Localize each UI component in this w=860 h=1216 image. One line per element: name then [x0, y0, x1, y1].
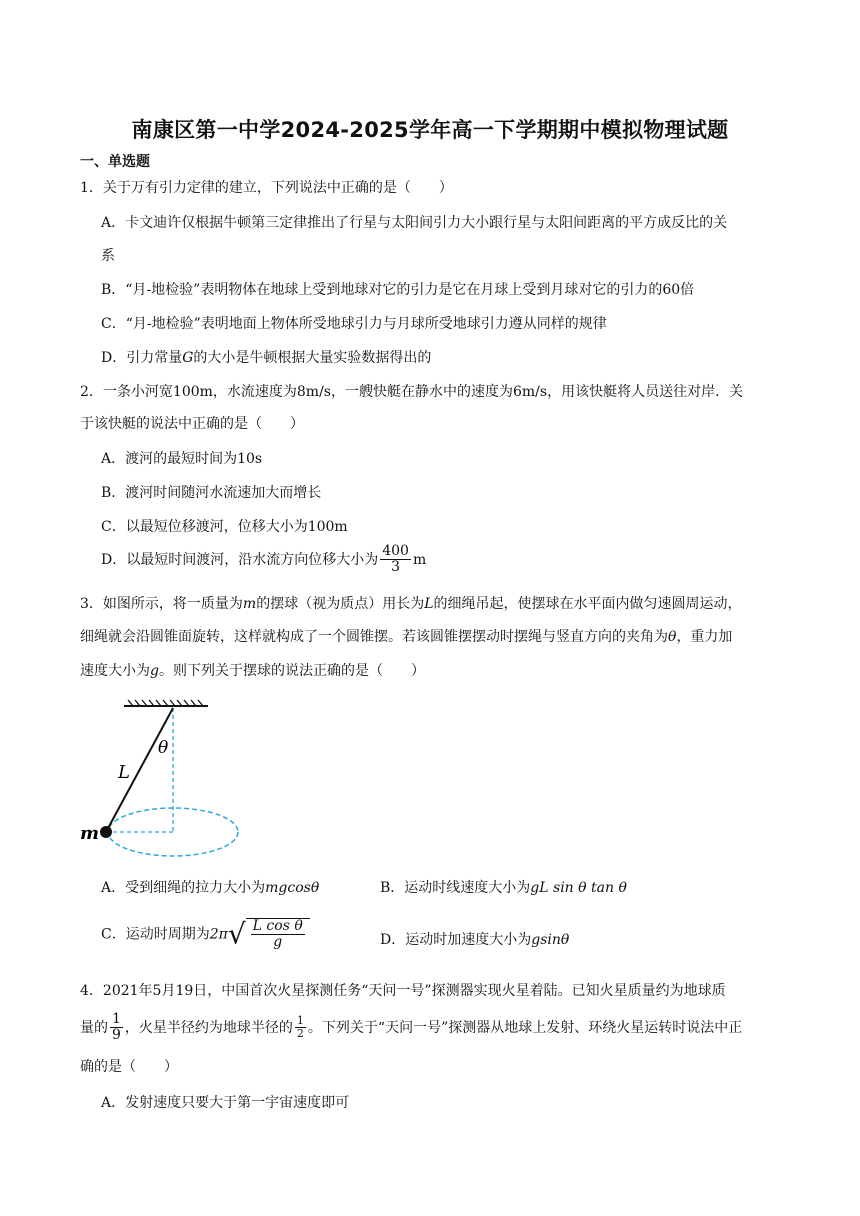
- fraction-400-3: $\frac{400}{3}$: [382, 543, 409, 576]
- fraction-1-2: $\frac{1}{2}$: [296, 1014, 304, 1041]
- question-1-option-a-line1: A．卡文迪许仅根据牛顿第三定律推出了行星与太阳间引力大小跟行星与太阳间距离的平方成反比的关: [101, 215, 728, 231]
- question-1-option-b: B．“月-地检验”表明物体在地球上受到地球对它的引力是它在月球上受到月球对它的引力的60倍: [101, 282, 695, 298]
- string-line: [106, 708, 173, 832]
- label-m: m: [80, 823, 100, 844]
- question-3-option-d: D．运动时加速度大小为gsinθ: [380, 932, 570, 948]
- question-2-option-c: C．以最短位移渡河，位移大小为100m: [101, 519, 348, 535]
- conical-pendulum-figure: [78, 698, 248, 868]
- question-3-stem-line1: 3．如图所示，将一质量为m的摆球（视为质点）用长为L的细绳吊起，使摆球在水平面内做匀速圆周运动，: [80, 596, 742, 612]
- question-2-option-d: D．以最短时间渡河，沿水流方向位移大小为 $\frac{400}{3}$ m: [101, 543, 427, 576]
- question-1-stem: 1．关于万有引力定律的建立，下列说法中正确的是（ ）: [80, 180, 453, 196]
- question-1-option-d: D．引力常量G的大小是牛顿根据大量实验数据得出的: [101, 350, 432, 366]
- question-2-stem-line1: 2．一条小河宽100m，水流速度为8m/s，一艘快艇在静水中的速度为6m/s，用该快艇将人员送往对岸．关: [80, 384, 744, 400]
- question-2-stem-line2: 于该快艇的说法中正确的是（ ）: [80, 416, 304, 432]
- question-2-option-a: A．渡河的最短时间为10s: [101, 451, 263, 467]
- question-3-option-b: B．运动时线速度大小为gL sin θ tan θ: [380, 880, 627, 896]
- question-4-option-a: A．发射速度只要大于第一宇宙速度即可: [101, 1095, 350, 1111]
- question-2-option-b: B．渡河时间随河水流速加大而增长: [101, 485, 322, 501]
- question-1-option-a-line2: 系: [101, 248, 115, 264]
- question-3-stem-line3: 速度大小为g。则下列关于摆球的说法正确的是（ ）: [80, 663, 425, 679]
- label-theta: θ: [158, 738, 169, 758]
- fraction-1-9: $\frac{1}{9}$: [112, 1011, 121, 1044]
- question-4-stem-line1: 4．2021年5月19日，中国首次火星探测任务“天问一号”探测器实现火星着陆。已知火星质量约为地球质: [80, 983, 726, 999]
- question-1-option-c: C．“月-地检验”表明地面上物体所受地球引力与月球所受地球引力遵从同样的规律: [101, 316, 607, 332]
- question-3-stem-line2: 细绳就会沿圆锥面旋转，这样就构成了一个圆锥摆。若该圆锥摆摆动时摆绳与竖直方向的夹角为θ，重力加: [80, 629, 733, 645]
- sqrt-expression: √ $\frac{\text{L cos θ}}{g}$: [228, 918, 310, 951]
- question-3-option-a: A．受到细绳的拉力大小为mgcosθ: [101, 880, 320, 896]
- label-L: L: [118, 762, 130, 783]
- question-3-option-c: C．运动时周期为2π√ $\frac{\text{L cos θ}}{g}$: [101, 918, 310, 951]
- page-title: 南康区第一中学2024-2025学年高一下学期期中模拟物理试题: [131, 118, 729, 142]
- section-heading: 一、单选题: [80, 154, 150, 170]
- question-4-stem-line3: 确的是（ ）: [80, 1059, 178, 1075]
- pendulum-bob: [100, 826, 112, 838]
- question-4-stem-line2: 量的 $\frac{1}{9}$ ，火星半径约为地球半径的 $\frac{1}{2}$ 。下列关于“天问一号”探测器从地球上发射、环绕火星运转时说法中正: [80, 1011, 743, 1044]
